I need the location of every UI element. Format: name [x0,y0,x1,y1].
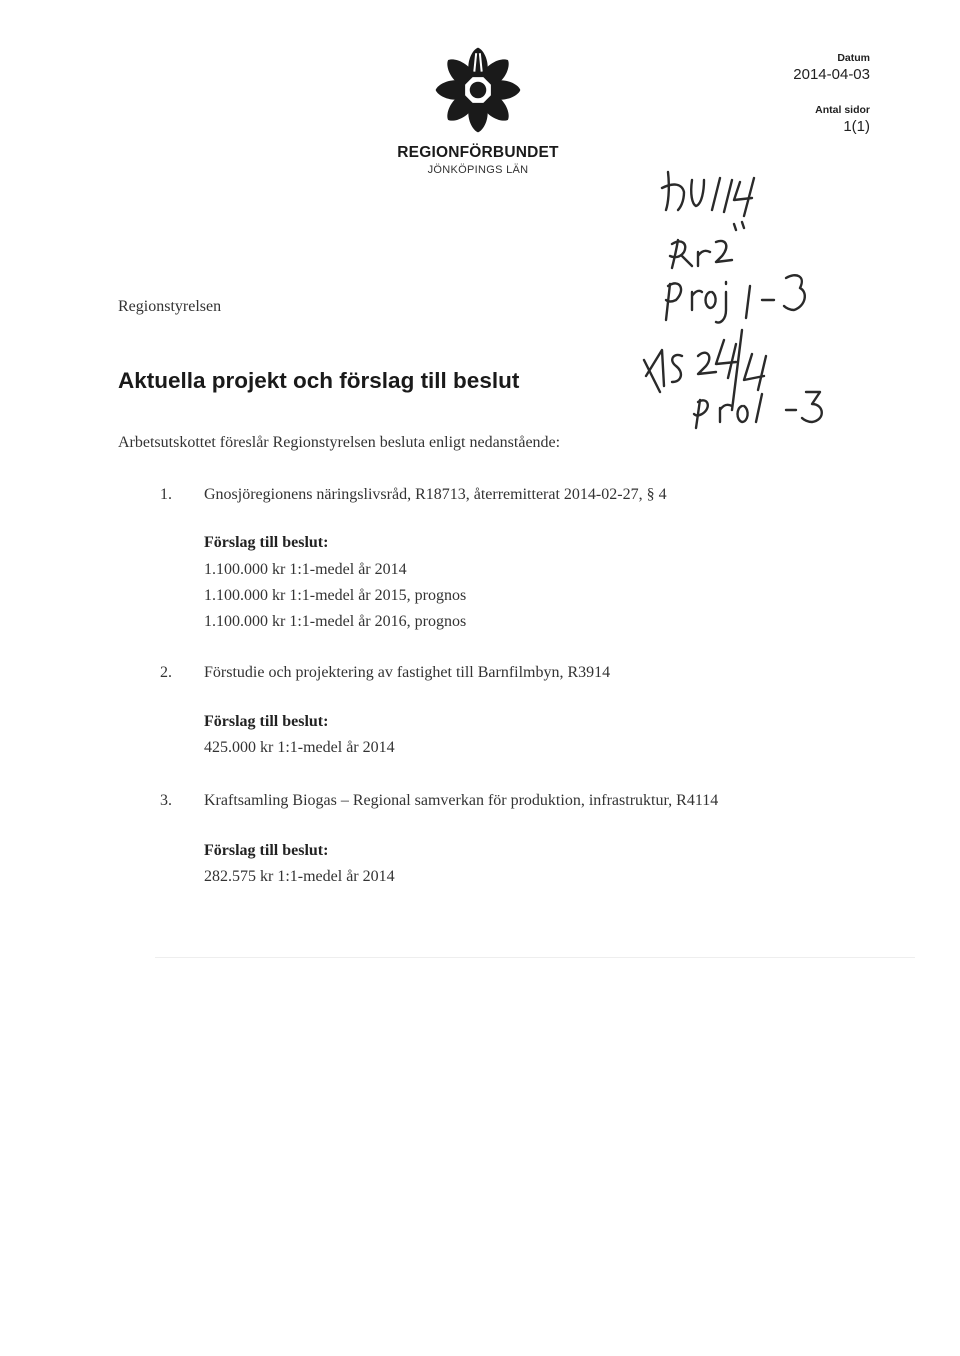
recipient: Regionstyrelsen [118,298,222,315]
date-value: 2014-04-03 [793,66,870,83]
pages-value: 1(1) [843,118,870,135]
pages-label: Antal sidor [815,104,870,116]
item-number: 2. [160,664,172,681]
handwritten-annotation [640,160,900,430]
org-name: REGIONFÖRBUNDET [397,144,559,161]
regionforbundet-logo-icon [432,44,524,136]
item-number: 1. [160,486,172,503]
decision-line: 425.000 kr 1:1-medel år 2014 [204,739,395,756]
intro-text: Arbetsutskottet föreslår Regionstyrelsen besluta enligt nedanstående: [118,434,561,451]
decision-heading: Förslag till beslut: [204,713,329,730]
date-label: Datum [837,52,870,64]
divider [155,957,915,958]
decision-line: 282.575 kr 1:1-medel år 2014 [204,868,395,885]
org-subtitle: JÖNKÖPINGS LÄN [427,164,529,176]
decision-heading: Förslag till beslut: [204,842,329,859]
item-title: Förstudie och projektering av fastighet till Barnfilmbyn, R3914 [204,664,611,681]
decision-line: 1.100.000 kr 1:1-medel år 2015, prognos [204,587,467,604]
item-number: 3. [160,792,172,809]
decision-line: 1.100.000 kr 1:1-medel år 2014 [204,561,407,578]
item-title: Kraftsamling Biogas – Regional samverkan för produktion, infrastruktur, R4114 [204,792,719,809]
decision-line: 1.100.000 kr 1:1-medel år 2016, prognos [204,613,467,630]
item-title: Gnosjöregionens näringslivsråd, R18713, återremitterat 2014-02-27, § 4 [204,486,667,503]
page-title: Aktuella projekt och förslag till beslut [118,368,520,393]
decision-heading: Förslag till beslut: [204,534,329,551]
